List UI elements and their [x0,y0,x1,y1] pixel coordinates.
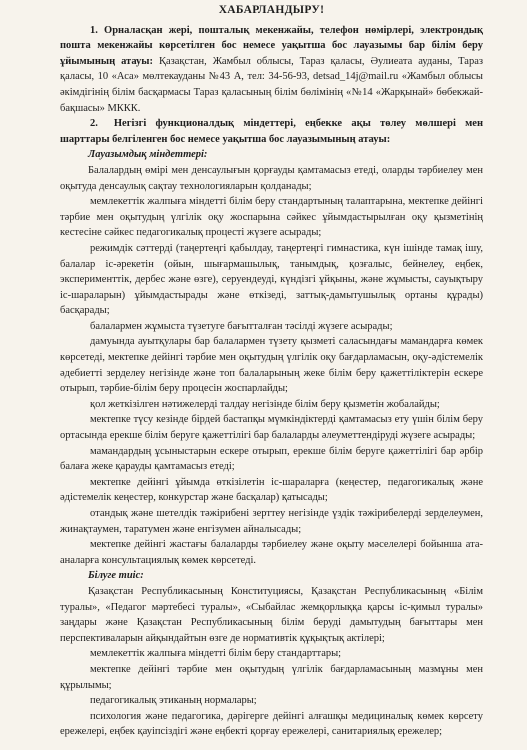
duty-item: мемлекеттік жалпыға міндетті білім беру стандартының талаптарына, мектепке дейінгі тәрбие мен оқытудың үлгілік оқу жоспарына сәйкес ұйымдастырылған оқу қызметінің кестесіне сәйкес педагогикалық процесті жүзеге асырады; [60,196,483,239]
knowledge-item: педагогикалық этиканың нормалары; [90,695,257,707]
section-1-heading: 1. Орналасқан жері, пошталық мекенжайы, телефон нөмірлері, электрондық пошта мекенжайы көрсетілген бос немесе уақытша бос лауазымы бар білім беру ұйымының атауы: [60,24,483,67]
section-2-heading [60,116,483,147]
section-1-body: Қазақстан, Жамбыл облысы, Тараз қаласы, Әулиеата ауданы, Тараз қаласы, 10 «Аса» мөлтекауданы №43 А, тел: 34-56-93, detsad_14j@mail.ru «Жамбыл облысы әкімдігінің білім басқармасы Тараз қаласының білім бөлімінің «№14 «Жарқынай» бөбекжай-бақшасы» МККК. [60,55,484,114]
duty-item: мектепке түсу кезінде бірдей бастапқы мүмкіндіктерді қамтамасыз ету үшін білім беру ортасында ерекше білім беруге қажеттілігі бар балаларды әлеуметтендіруді жүзеге асырады; [60,414,483,442]
section-1 [60,23,483,117]
duty-item: дамуында ауытқулары бар балалармен түзету қызметі саласындағы мамандарға көмек көрсетеді, мектепке дейінгі тәрбие мен оқытудың үлгілік оқу бағдарламасын, оқу-әдістемелік әдебиетті зерделеу негізінде және топ балаларының жеке білім беру қажеттіліктерін ескере отырып, тәрбие-білім беру процесін жоспарлайды; [60,336,483,395]
section-2-number: 2. [90,118,98,130]
duty-item: отандық және шетелдік тәжірибені зерттеу негізінде үздік тәжірибелерді зерделеумен, жинақтаумен, таратумен және енгізумен айналысады; [60,508,483,535]
duty-item: режимдік сәттерді (таңертеңгі қабылдау, таңертеңгі гимнастика, күн ішінде тамақ ішу, балалар іс-әрекетін (ойын, шығармашылық, танымдық, қозғалыс, бейнелеу, еңбек, эксперименттік, дербес және өзге), серуендеуді, күндізгі ұйқыны, және жұмысты, сауықтыру іс-шараларын) ұйымдастырады және өткізеді, заттық-дамытушылық ортаны құрады) басқарады; [60,242,483,317]
duty-item: Балалардың өмірі мен денсаулығын қорғауды қамтамасыз етеді, оларды тәрбиелеу мен оқытуда денсаулық сақтау технологияларын қолданады; [60,164,483,192]
knowledge-item: Қазақстан Республикасының Конституциясы, Қазақстан Республикасының «Білім туралы», «Педагог мәртебесі туралы», «Сыбайлас жемқорлыққа қарсы іс-қимыл туралы» заңдары және Қазақстан Республикасының білім беруді дамытудың бағыттары мен перспективаларын айқындайтын өзге де нормативтік құқықтық актілері; [60,585,483,644]
knowledge-item: мемлекеттік жалпыға міндетті білім беру стандарттары; [90,648,342,660]
page-title: ХАБАРЛАНДЫРУ! [218,4,325,16]
knowledge-header: Білуге тиіс: [88,570,144,582]
duty-item: мамандардың ұсыныстарын ескере отырып, ерекше білім беруге қажеттілігі бар әрбір балаға жеке қарауды қамтамасыз етеді; [60,445,483,473]
knowledge-item: психология және педагогика, дәрігерге дейінгі алғашқы медициналық көмек көрсету ережелері, еңбек қауіпсіздігі және еңбекті қорғау ережелері, санитариялық ережелер; [60,710,483,738]
duty-item: қол жеткізілген нәтижелерді талдау негізінде білім беру қызметін жобалайды; [90,398,440,410]
knowledge-item: мектепке дейінгі тәрбие мен оқытудың үлгілік бағдарламасының мазмұны мен құрылымы; [60,663,483,691]
duties-header: Лауазымдық міндеттері: [88,149,208,161]
duty-item: балалармен жұмыста түзетуге бағытталған тәсілді жүзеге асырады; [90,320,393,332]
section-2-heading-text: Негізгі функционалдық міндеттері, еңбекке ақы төлеу мөлшері мен шарттары белгіленген бос немесе уақытша бос лауазымының атауы: [60,118,483,145]
duty-item: мектепке дейінгі ұйымда өткізілетін іс-шараларға (кеңестер, педагогикалық және әдістемелік кеңестер, конкурстар және басқалар) қатысады; [60,476,483,504]
duty-item: мектепке дейінгі жастағы балаларды тәрбиелеу және оқыту мәселелері бойынша ата-аналарға консультациялық көмек көрсетеді. [60,539,483,566]
